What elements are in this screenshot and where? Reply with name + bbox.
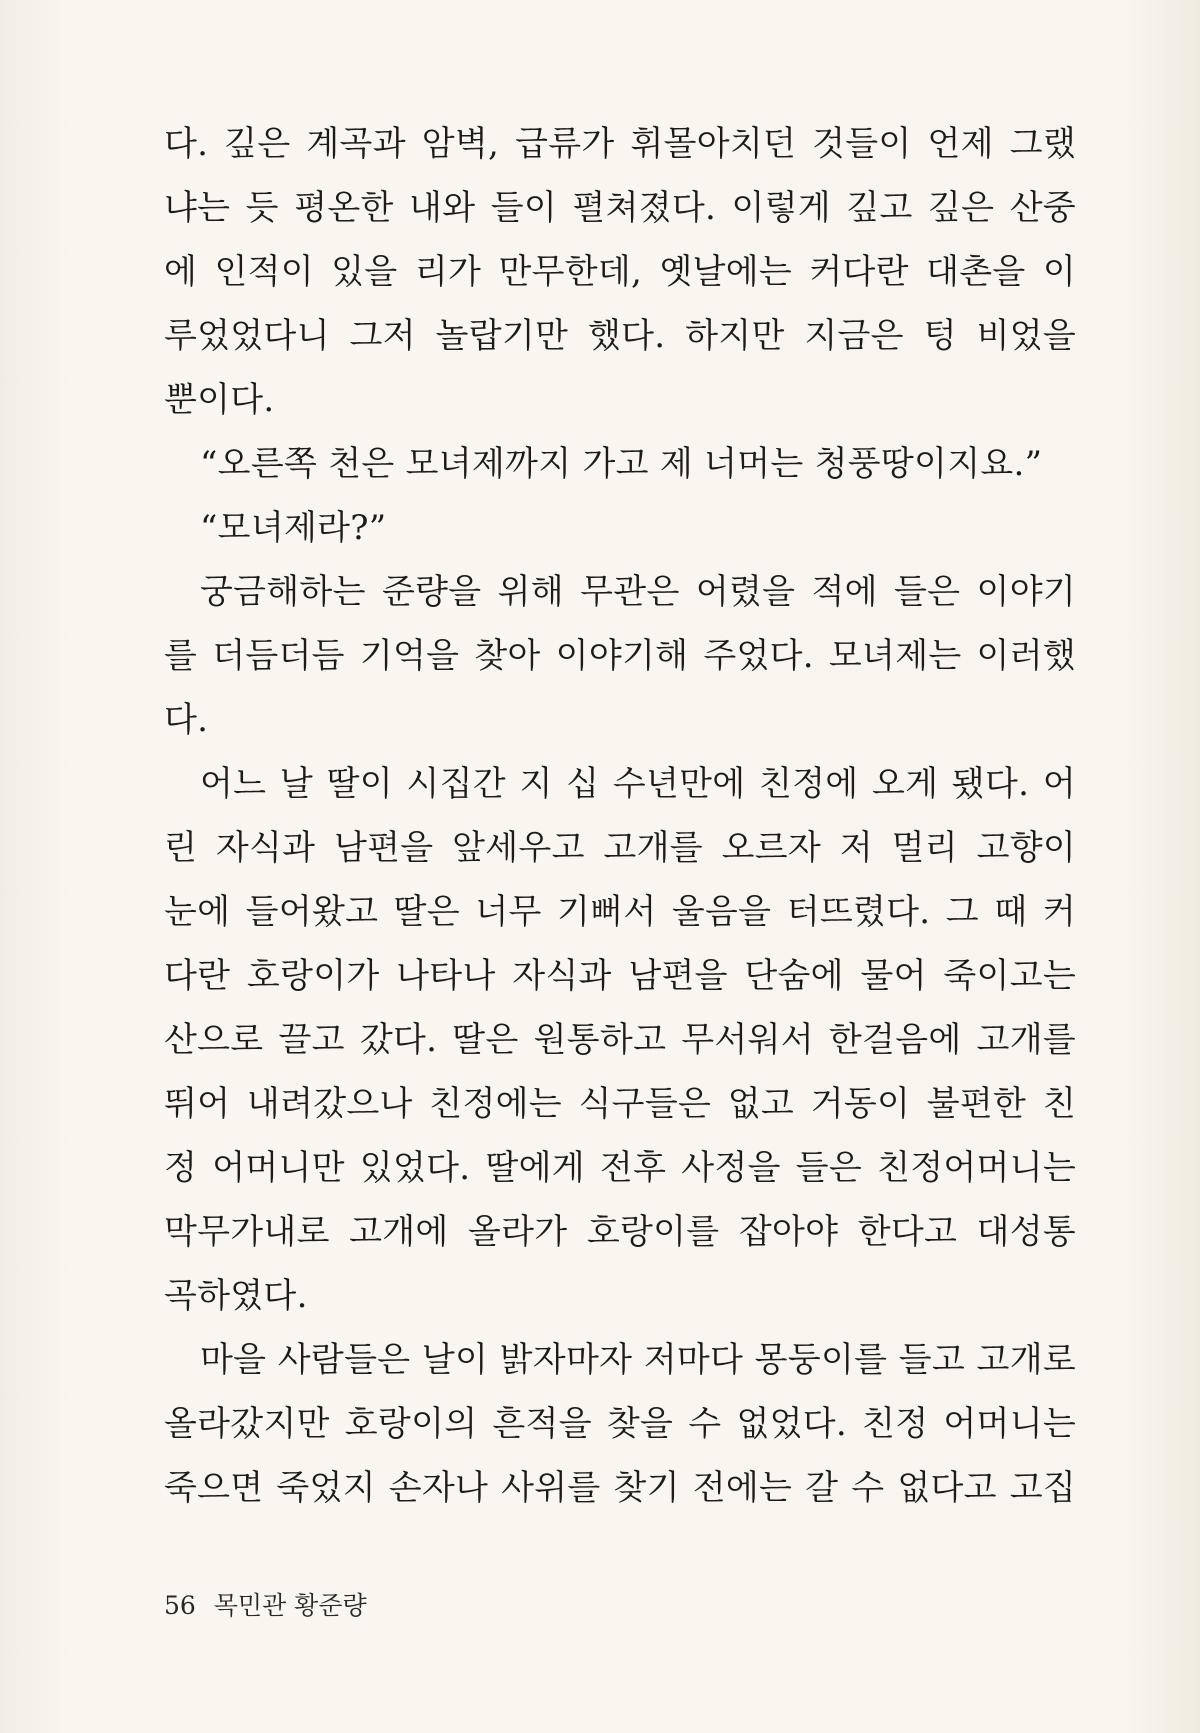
text-line: 린 자식과 남편을 앞세우고 고개를 오르자 저 멀리 고향이 bbox=[164, 828, 1076, 868]
text-line: 뿐이다. bbox=[164, 380, 275, 420]
text-line: 어느 날 딸이 시집간 지 십 수년만에 친정에 오게 됐다. 어 bbox=[200, 764, 1076, 804]
text-line: 다. bbox=[164, 700, 209, 740]
text-line: 에 인적이 있을 리가 만무한데, 옛날에는 커다란 대촌을 이 bbox=[164, 252, 1076, 292]
text-line: 곡하였다. bbox=[164, 1276, 308, 1316]
text-line: 다. 깊은 계곡과 암벽, 급류가 휘몰아치던 것들이 언제 그랬 bbox=[164, 124, 1076, 164]
text-line: 루었었다니 그저 놀랍기만 했다. 하지만 지금은 텅 비었을 bbox=[164, 316, 1076, 356]
text-line: 를 더듬더듬 기억을 찾아 이야기해 주었다. 모녀제는 이러했 bbox=[164, 636, 1076, 676]
text-line: 뛰어 내려갔으나 친정에는 식구들은 없고 거동이 불편한 친 bbox=[164, 1084, 1076, 1124]
book-title: 목민관 황준량 bbox=[213, 1591, 367, 1620]
text-line: 다란 호랑이가 나타나 자식과 남편을 단숨에 물어 죽이고는 bbox=[164, 956, 1076, 996]
text-line: 눈에 들어왔고 딸은 너무 기뻐서 울음을 터뜨렸다. 그 때 커 bbox=[164, 892, 1076, 932]
text-line: 올라갔지만 호랑이의 흔적을 찾을 수 없었다. 친정 어머니는 bbox=[164, 1404, 1076, 1444]
text-line: 정 어머니만 있었다. 딸에게 전후 사정을 들은 친정어머니는 bbox=[164, 1148, 1076, 1188]
text-line: 산으로 끌고 갔다. 딸은 원통하고 무서워서 한걸음에 고개를 bbox=[164, 1020, 1076, 1060]
body-text bbox=[164, 112, 1076, 1520]
dialogue-line: “오른쪽 천은 모녀제까지 가고 제 너머는 청풍땅이지요.” bbox=[200, 444, 1043, 484]
text-line: 궁금해하는 준량을 위해 무관은 어렸을 적에 들은 이야기 bbox=[200, 572, 1076, 612]
text-line: 막무가내로 고개에 올라가 호랑이를 잡아야 한다고 대성통 bbox=[164, 1212, 1076, 1252]
dialogue-line: “모녀제라?” bbox=[200, 508, 387, 548]
page-number: 56 bbox=[164, 1591, 196, 1620]
page-footer bbox=[164, 1590, 367, 1622]
text-line: 마을 사람들은 날이 밝자마자 저마다 몽둥이를 들고 고개로 bbox=[200, 1340, 1076, 1380]
text-line: 냐는 듯 평온한 내와 들이 펼쳐졌다. 이렇게 깊고 깊은 산중 bbox=[164, 188, 1076, 228]
text-line: 죽으면 죽었지 손자나 사위를 찾기 전에는 갈 수 없다고 고집 bbox=[164, 1468, 1076, 1508]
